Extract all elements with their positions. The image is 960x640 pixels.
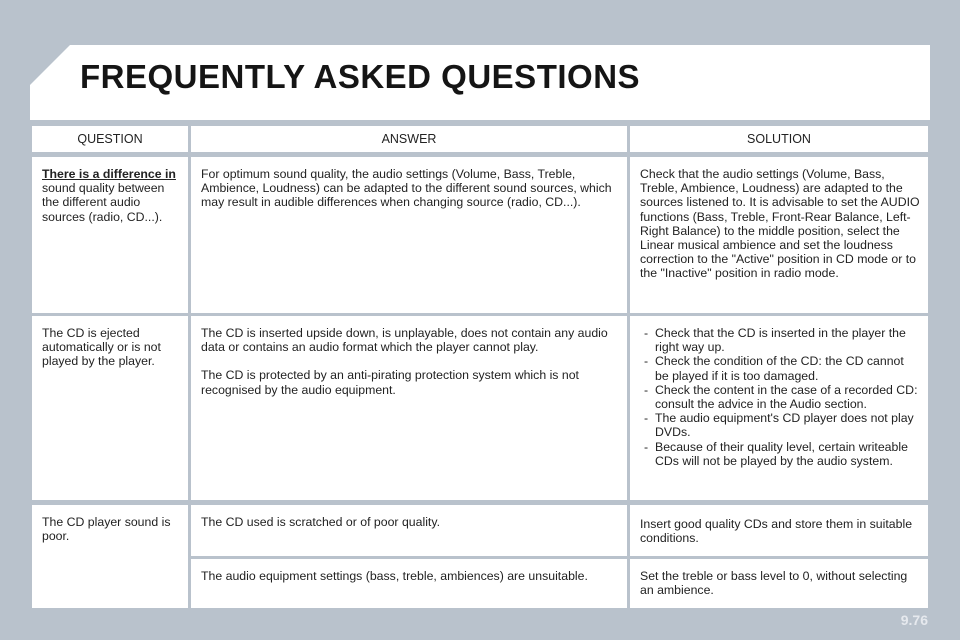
page-number: 9.76 — [900, 612, 928, 628]
row-3-question-text: The CD player sound is poor. — [42, 515, 171, 544]
row-2-question — [32, 316, 188, 500]
header-question — [32, 126, 188, 152]
row-1-question-lead: There is a difference in — [42, 167, 176, 181]
row-3a-solution — [630, 505, 928, 556]
row-1-question-text: sound quality between the different audio sources (radio, CD...). — [42, 181, 165, 224]
row-1-answer — [191, 157, 627, 313]
page-title: FREQUENTLY ASKED QUESTIONS — [80, 58, 641, 95]
row-2-solution-list — [640, 326, 920, 468]
row-2-answer-text-2: The CD is protected by an anti-pirating protection system which is not recognised by the audio equipment. — [201, 368, 579, 397]
header-answer-label: ANSWER — [381, 131, 437, 146]
row-3b-answer-text: The audio equipment settings (bass, treble, ambiences) are unsuitable. — [201, 569, 588, 583]
header-solution — [630, 126, 928, 152]
row-1-solution-text: Check that the audio settings (Volume, Bass, Treble, Ambience, Loudness) are adapted to the sources listened to. It is advisable to set the AUDIO functions (Bass, Treble, Front-Rear Balance, Left-Right Balance) to the middle position, select the Linear musical ambience and set the loudness correction to the "Active" position in CD mode or to the "Inactive" position in radio mode. — [640, 167, 920, 281]
solution-list-item: - The audio equipment's CD player does not play DVDs. — [640, 411, 920, 439]
header-question-label: QUESTION — [77, 131, 143, 146]
header-solution-label: SOLUTION — [747, 131, 811, 146]
solution-list-item: - Check the condition of the CD: the CD cannot be played if it is too damaged. — [640, 354, 920, 382]
row-3a-solution-text: Insert good quality CDs and store them in suitable conditions. — [640, 517, 913, 546]
header-answer — [191, 126, 627, 152]
row-3a-answer-text: The CD used is scratched or of poor quality. — [201, 515, 440, 529]
row-3b-solution — [630, 559, 928, 608]
solution-list-item: - Check that the CD is inserted in the player the right way up. — [640, 326, 920, 354]
solution-list-item: - Check the content in the case of a recorded CD: consult the advice in the Audio section. — [640, 383, 920, 411]
row-2-answer — [191, 316, 627, 500]
row-3b-answer — [191, 559, 627, 608]
solution-list-item: - Because of their quality level, certain writeable CDs will not be played by the audio system. — [640, 440, 920, 468]
row-2-solution — [630, 316, 928, 500]
row-2-answer-text-1: The CD is inserted upside down, is unplayable, does not contain any audio data or contains an audio format which the player cannot play. — [201, 326, 608, 355]
row-3b-solution-text: Set the treble or bass level to 0, without selecting an ambience. — [640, 569, 908, 598]
row-1-solution — [630, 157, 928, 313]
row-2-question-text: The CD is ejected automatically or is not played by the player. — [42, 326, 161, 369]
row-1-question — [32, 157, 188, 313]
row-3-question — [32, 505, 188, 608]
row-3a-answer — [191, 505, 627, 556]
row-1-answer-text: For optimum sound quality, the audio settings (Volume, Bass, Treble, Ambience, Loudness) can be adapted to the different sound sources, which may result in audible differences when changing source (radio, CD...). — [201, 167, 612, 210]
